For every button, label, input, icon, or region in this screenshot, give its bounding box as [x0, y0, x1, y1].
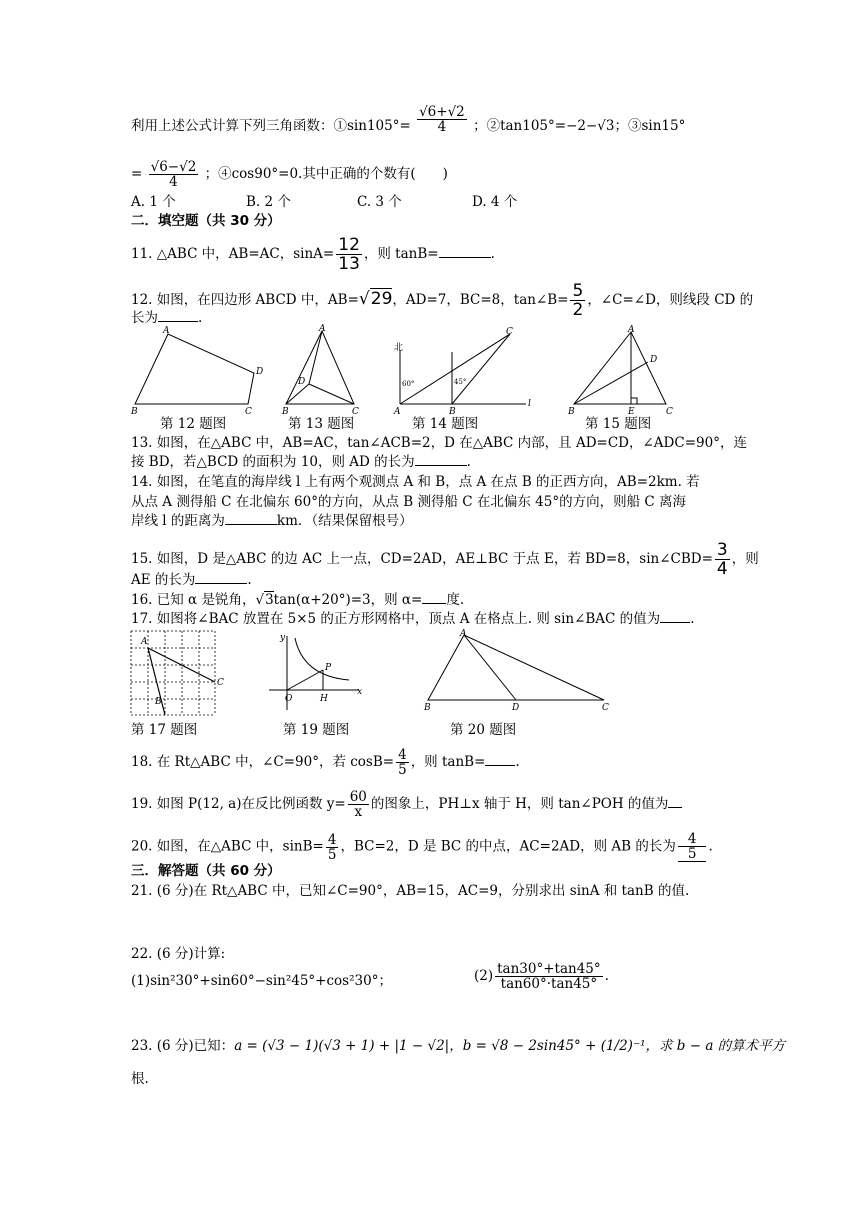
question-13-line2: 接 BD，若△BCD 的面积为 10，则 AD 的长为 . [131, 454, 471, 470]
label-h: H [320, 694, 328, 704]
option-a: A. 1 个 [131, 194, 176, 210]
question-14: 14. 如图，在笔直的海岸线 l 上有两个观测点 A 和 B，点 A 在点 B 的正西方向，AB=2km. 若 [131, 474, 700, 490]
label-d: D [650, 355, 658, 365]
question-12: 12. 如图，在四边形 ABCD 中，AB=√29，AD=7，BC=8，tan∠B= $\frac{5}{2}$ ，∠C=∠D，则线段 CD 的 [131, 281, 754, 320]
answer-blank [485, 765, 515, 766]
caption-fig-15: 第 15 题图 [585, 416, 652, 432]
fraction-60-x: $\frac{60}{x}$ [349, 789, 367, 820]
fraction-12-13: $\frac{12}{13}$ [338, 235, 360, 274]
figure-15 [568, 325, 673, 417]
question-23-line2: 根. [131, 1071, 149, 1087]
label-l: l [528, 399, 531, 409]
label-b: B [282, 407, 289, 417]
option-c: C. 3 个 [357, 194, 402, 210]
question-13: 13. 如图，在△ABC 中，AB=AC，tan∠ACB=2，D 在△ABC 内部，且 AD=CD，∠ADC=90°，连 [131, 435, 747, 451]
label-a: A [394, 407, 401, 417]
question-16: 16. 已知 α 是锐角，√3tan(α+20°)=3，则 α= 度. [131, 592, 465, 608]
answer-blank [439, 257, 491, 258]
fraction-sin105: $\frac{√6+√2}{4}$ [419, 104, 465, 135]
fraction-4-5: $\frac{4}{5}$ [398, 747, 407, 778]
label-angle-45: 45° [454, 378, 467, 386]
question-11: 11. △ABC 中，AB=AC，sinA= $\frac{12}{13}$ ，则 tanB= . [131, 235, 495, 274]
fraction-tan: $\frac{\tan 30^\circ+\tan 45^\circ}{\tan 60^\circ\cdot\tan 45^\circ}$ [497, 961, 601, 992]
answer-blank [668, 807, 682, 808]
fraction-4-5: $\frac{4}{5}$ [327, 831, 337, 863]
caption-fig-14: 第 14 题图 [412, 416, 479, 432]
answer-fraction: $\frac{4}{5}$ [678, 832, 707, 862]
answer-blank [225, 524, 277, 525]
label-c: C [245, 407, 252, 417]
label-c: C [217, 678, 224, 688]
label-d: D [298, 377, 306, 387]
figure-14 [392, 327, 537, 417]
caption-fig-17: 第 17 题图 [131, 722, 198, 738]
label-d: D [512, 703, 520, 713]
label-p: P [325, 663, 332, 673]
figure-17 [131, 629, 224, 717]
fraction-sin15: $\frac{√6-√2}{4}$ [150, 159, 197, 190]
option-b: B. 2 个 [246, 194, 291, 210]
figure-12 [131, 326, 271, 417]
caption-fig-13: 第 13 题图 [288, 416, 355, 432]
question-20: 20. 如图，在△ABC 中，sinB= $\frac{4}{5}$ ，BC=2，D 是 BC 的中点，AC=2AD，则 AB 的长为 $\frac{4}{5}$ . [131, 831, 713, 863]
label-o: O [285, 694, 293, 704]
label-b: B [449, 407, 456, 417]
question-12-line2: 长为 . [131, 310, 203, 326]
section-3-heading: 三．解答题（共 60 分） [131, 863, 281, 879]
label-d: D [256, 367, 264, 377]
label-a: A [141, 637, 148, 647]
fraction-5-2: $\frac{5}{2}$ [572, 281, 584, 320]
caption-fig-19: 第 19 题图 [283, 722, 350, 738]
caption-fig-20: 第 20 题图 [450, 722, 517, 738]
question-15-line2: AE 的长为 . [131, 572, 252, 588]
label-c: C [602, 703, 609, 713]
question-18: 18. 在 Rt△ABC 中，∠C=90°，若 cosB= $\frac{4}{5}$ ，则 tanB= . [131, 747, 520, 778]
label-c: C [666, 407, 673, 417]
answer-blank [158, 321, 198, 322]
question-10-line1: 利用上述公式计算下列三角函数：①sin105°= $\frac{√6+√2}{4}$ ；②tan105°=−2−√3；③sin15° [131, 104, 686, 135]
question-10-line2: = $\frac{√6-√2}{4}$ ；④cos90°=0.其中正确的个数有( ) [131, 159, 448, 190]
question-21: 21. (6 分)在 Rt△ABC 中，已知∠C=90°，AB=15，AC=9，分别求出 sinA 和 tanB 的值. [131, 883, 690, 899]
label-b: B [568, 407, 575, 417]
label-c: C [506, 327, 513, 337]
fraction-3-4: $\frac{3}{4}$ [716, 540, 728, 579]
label-a: A [163, 326, 170, 336]
figure-19 [265, 630, 365, 714]
figure-20 [420, 630, 612, 712]
label-x: x [357, 687, 363, 697]
answer-blank [422, 603, 446, 604]
label-c: C [352, 407, 359, 417]
caption-fig-12: 第 12 题图 [160, 416, 227, 432]
label-y: y [280, 633, 286, 643]
question-19: 19. 如图 P(12, a)在反比例函数 y= $\frac{60}{x}$ 的图象上，PH⊥x 轴于 H，则 tan∠POH 的值为 [131, 790, 682, 819]
section-2-heading: 二．填空题（共 30 分） [131, 213, 281, 229]
question-15: 15. 如图，D 是△ABC 的边 AC 上一点，CD=2AD，AE⊥BC 于点 E，若 BD=8，sin∠CBD= $\frac{3}{4}$ ，则 [131, 540, 759, 579]
figure-13 [282, 324, 362, 417]
label-b: B [424, 703, 431, 713]
question-22-part1: (1)sin²30°+sin60°−sin²45°+cos²30°； [131, 973, 392, 989]
answer-blank [195, 583, 247, 584]
label-a: A [628, 325, 635, 335]
label-a: A [460, 629, 467, 639]
option-d: D. 4 个 [472, 194, 518, 210]
label-b: B [131, 407, 138, 417]
question-14-line3: 岸线 l 的距离为 km．（结果保留根号） [131, 513, 413, 529]
question-17: 17. 如图将∠BAC 放置在 5×5 的正方形网格中，顶点 A 在格点上. 则 sin∠BAC 的值为 . [131, 611, 695, 627]
label-a: A [319, 324, 326, 334]
answer-blank [415, 465, 467, 466]
label-b: B [155, 697, 162, 707]
answer-blank [660, 622, 690, 623]
label-e: E [628, 407, 635, 417]
label-north: 北 [394, 343, 404, 353]
question-22-part2: (2) $\frac{\tan 30^\circ+\tan 45^\circ}{\tan 60^\circ\cdot\tan 45^\circ}$ . [474, 961, 609, 992]
question-14-line2: 从点 A 测得船 C 在北偏东 60°的方向，从点 B 测得船 C 在北偏东 45°的方向，则船 C 离海 [131, 494, 687, 510]
label-angle-60: 60° [402, 380, 415, 388]
question-23: 23. (6 分)已知：a = (√3 − 1)(√3 + 1) + |1 − √2|，b = √8 − 2sin45° + (1/2)⁻¹，求 b − a 的算术平方 [131, 1038, 786, 1054]
question-22: 22. (6 分)计算: [131, 946, 226, 962]
